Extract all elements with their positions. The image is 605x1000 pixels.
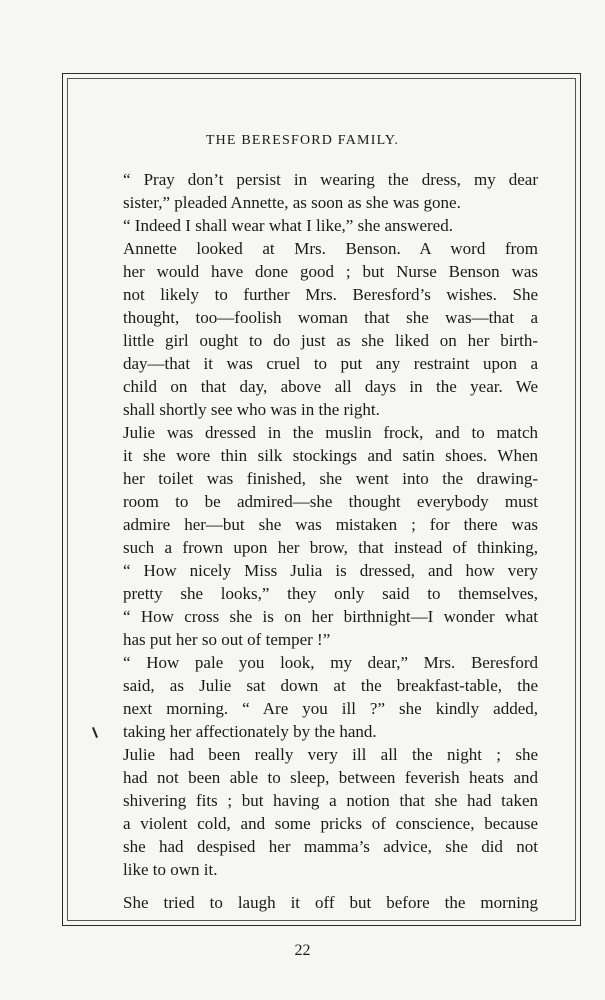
text-line: Julie had been really very ill all the night ; she <box>123 745 538 764</box>
text-line: “ How cross she is on her birthnight—I wonder what <box>123 607 538 626</box>
text-line: child on that day, above all days in the year. We <box>123 377 538 396</box>
text-line: has put her so out of temper !” <box>123 630 331 649</box>
text-line: “ Pray don’t persist in wearing the dress, my dear <box>123 170 538 189</box>
text-line: admire her—but she was mistaken ; for there was <box>123 515 538 534</box>
text-line: not likely to further Mrs. Beresford’s wishes. She <box>123 285 538 304</box>
text-line: like to own it. <box>123 860 218 879</box>
text-line: a violent cold, and some pricks of conscience, because <box>123 814 538 833</box>
text-line: day—that it was cruel to put any restraint upon a <box>123 354 538 373</box>
body-text <box>123 168 538 914</box>
running-head: THE BERESFORD FAMILY. <box>205 133 400 148</box>
text-line: “ Indeed I shall wear what I like,” she answered. <box>123 216 453 235</box>
text-line: her would have done good ; but Nurse Benson was <box>123 262 538 281</box>
text-line: little girl ought to do just as she liked on her birth- <box>123 331 538 350</box>
page-number: 22 <box>294 942 311 959</box>
text-line: next morning. “ Are you ill ?” she kindly added, <box>123 699 538 718</box>
text-line: room to be admired—she thought everybody must <box>123 492 538 511</box>
text-line: She tried to laugh it off but before the morning <box>123 893 538 912</box>
text-line: shivering fits ; but having a notion that she had taken <box>123 791 538 810</box>
text-line: pretty she looks,” they only said to themselves, <box>123 584 538 603</box>
text-line: such a frown upon her brow, that instead of thinking, <box>123 538 538 557</box>
text-line: she had despised her mamma’s advice, she did not <box>123 837 538 856</box>
text-line: thought, too—foolish woman that she was—that a <box>123 308 538 327</box>
text-line: taking her affectionately by the hand. <box>123 722 377 741</box>
text-line: it she wore thin silk stockings and satin shoes. When <box>123 446 538 465</box>
text-line: Annette looked at Mrs. Benson. A word from <box>123 239 538 258</box>
text-line: shall shortly see who was in the right. <box>123 400 380 419</box>
line-gap <box>123 881 538 891</box>
text-line: “ How pale you look, my dear,” Mrs. Beresford <box>123 653 538 672</box>
text-line: her toilet was finished, she went into the drawing- <box>123 469 538 488</box>
text-line: Julie was dressed in the muslin frock, and to match <box>123 423 538 442</box>
text-line: said, as Julie sat down at the breakfast-table, the <box>123 676 538 695</box>
text-line: sister,” pleaded Annette, as soon as she was gone. <box>123 193 461 212</box>
text-line: had not been able to sleep, between feverish heats and <box>123 768 538 787</box>
text-line: “ How nicely Miss Julia is dressed, and how very <box>123 561 538 580</box>
